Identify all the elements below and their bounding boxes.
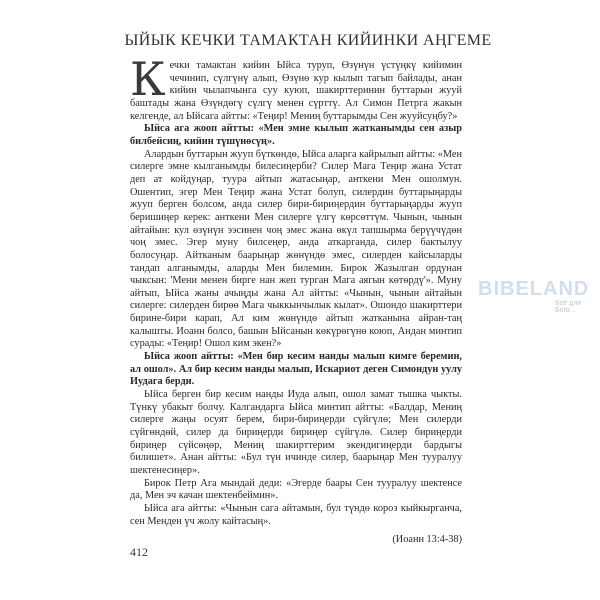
page-number: 412 (130, 545, 148, 559)
paragraph-2: Ыйса ага жооп айтты: «Мен эмне кылып жатканымды сен азыр билбейсиң, кийин түшүнөсүң». (130, 123, 462, 147)
body-text (130, 52, 462, 547)
watermark-logo: BIBELAND (478, 278, 590, 300)
watermark-tagline: Всё для Бога... (555, 300, 581, 314)
paragraph-5: Ыйса берген бир кесим нанды Иуда алып, ошол замат тышка чыкты. Түнкү убакыт болчу. Калгандарга Ыйса минтип айтты: «Балдар, Мениң силерге жаңы осуят берем, бири-бириңерди сүйгүлө; Мен силерди сүйгөндөй, силер да бириңерди бириңер сүйгүлө. Силер бириңерди бириңер сүйсөңөр, Мениң шакирттерим экендигиңерди бардыгы билишет». Анан айтты: «Бул түн ичинде силер, баарыңар Мен тууралуу шектенесиңер». (130, 389, 462, 476)
paragraph-3: Алардын буттарын жууп бүткөндө, Ыйса аларга кайрылып айтты: «Мен силерге эмне кылганымды билесиңерби? Силер Мага Теңир жана Устат деп ат койдуңар, туура айтып жатасыңар, анткени Мен ошолмун. Ошентип, эгер Мен Теңир жана Устат болуп, силердин буттарыңарды жууп берген болсом, анда силер бири-бириңердин буттарыңарды жууп беришиңер керек: анткени Мен силерге үлгү көрсөттүм. Чынын, чынын айтайын: кул өзүнүн ээсинен чоң эмес жана өкүл тапшырма берүүчүдөн чоң эмес. Эгер муну билсеңер, анда аткарганда, силер бактылуу болосуңар. Айтканым баарыңар жөнүндө эмес, силерден кайсыларды тандап алганымды, аларды Мен билемин. Бирок Жазылган ордунан чыксын: 'Мени менен бирге нан жеп турган Мага аягын көтөрдү'». Муну айтып, Ыйса жаны ачыңды жана Ал айтты: «Чынын, чынын айтайын силерге: силерден бирөө Мага чыккынчылык кылат». Ошондо шакирттери бирине-бири карап, Ал ким жөнүндө айтып жатканына айран-таң калышты. Иоанн болсо, башын Ыйсанын көкүрөгүнө коюп, Андан минтип сурады: «Теңир! Ошол ким экен?» (130, 148, 462, 350)
paragraph-1-text: ечки тамактан кийин Ыйса туруп, Өзүнүн үстүңкү кийимин чечинип, сүлгүнү алып, Өзүнө кур кылып тагып байлады, анан кийин чылапчынга суу куюп, шакирттеринин буттарын жууй баштады жана Өзүндөгү сүлгү менен сүрттү. Ал Симон Петрга жакын келгенде, ал Ыйсага айтты: «Теңир! Мениң буттарымды Сен жууйсуңбу?» (130, 60, 462, 122)
chapter-title: ЫЙЫК КЕЧКИ ТАМАКТАН КИЙИНКИ АҢГЕМЕ (124, 32, 492, 49)
paragraph-4: Ыйса жооп айтты: «Мен бир кесим нанды малып кимге беремин, ал ошол». Ал бир кесим нанды малып, Искариот деген Симондун уулу Иудага берди. (130, 351, 462, 388)
paragraph-1 (130, 52, 462, 123)
scripture-reference: (Иоанн 13:4-38) (392, 534, 462, 546)
paragraph-6: Бирок Петр Ага мындай деди: «Эгерде баары Сен тууралуу шектенсе да, Мен эч качан шектенбеймин». (130, 477, 462, 502)
paragraph-7: Ыйса ага айтты: «Чынын сага айтамын, бул түндө короз кыйкырганча, сен Менден үч жолу кайтасың». (130, 502, 462, 527)
drop-cap: К (130, 52, 166, 106)
